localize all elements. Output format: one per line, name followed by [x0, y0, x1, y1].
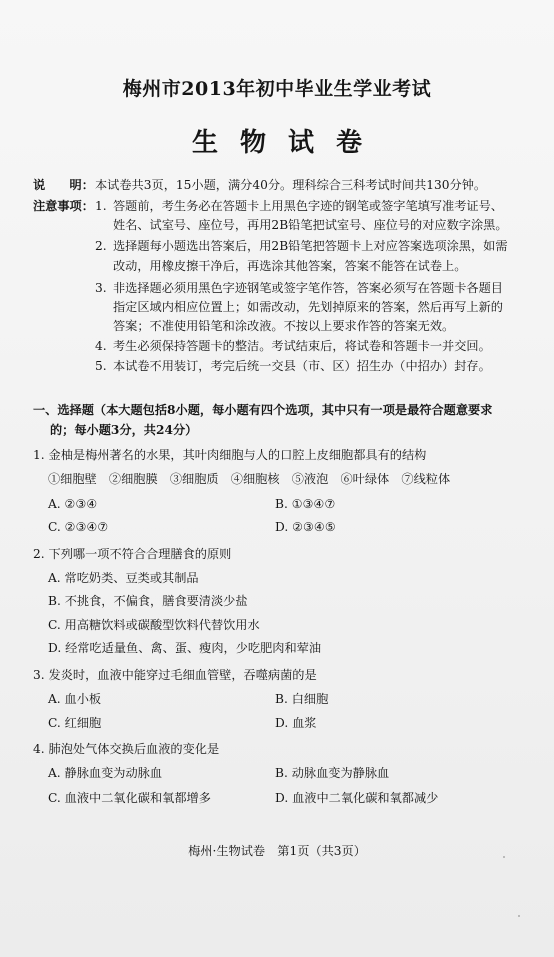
- note-number: 2.: [95, 239, 107, 253]
- question-stem: 2. 下列哪一项不符合合理膳食的原则: [33, 547, 232, 561]
- intro-text: 本试卷共3页，15小题，满分40分。理科综合三科考试时间共130分钟。: [95, 178, 487, 192]
- option-c: C. 血液中二氧化碳和氧都增多: [48, 791, 211, 805]
- section-heading: 一、选择题（本大题包括8小题，每小题有四个选项，其中只有一项是最符合题意要求: [33, 403, 493, 417]
- exam-title: 梅州市2013年初中毕业生学业考试: [122, 78, 432, 100]
- option-d: D. 血浆: [275, 716, 317, 730]
- option-b: B. 白细胞: [275, 692, 329, 706]
- option-b: B. ①③④⑦: [275, 497, 336, 511]
- option-a: A. 静脉血变为动脉血: [48, 766, 163, 780]
- option-a: A. 血小板: [48, 692, 102, 706]
- option-a: A. 常吃奶类、豆类或其制品: [48, 571, 199, 585]
- note-line: 考生必须保持答题卡的整洁。考试结束后，将试卷和答题卡一并交回。: [113, 339, 491, 353]
- subject-title: 生物试卷: [191, 128, 384, 158]
- note-number: 3.: [95, 281, 107, 295]
- note-line: 非选择题必须用黑色字迹钢笔或签字笔作答，答案必须写在答题卡各题目: [113, 281, 503, 295]
- page-footer: 梅州·生物试卷 第1页（共3页）: [188, 844, 366, 858]
- note-line: 本试卷不用装订，考完后统一交县（市、区）招生办（中招办）封存。: [113, 359, 491, 373]
- option-d: D. 血液中二氧化碳和氧都减少: [275, 791, 439, 805]
- option-d: D. ②③④⑤: [275, 520, 336, 534]
- note-line: 指定区域内相应位置上；如需改动，先划掉原来的答案，然后再写上新的: [113, 300, 503, 314]
- note-line: 改动，用橡皮擦干净后，再选涂其他答案，答案不能答在试卷上。: [113, 259, 467, 273]
- intro-label: 说 明：: [33, 178, 94, 192]
- note-line: 选择题每小题选出答案后，用2B铅笔把答题卡上对应答案选项涂黑，如需: [113, 239, 508, 253]
- question-stem: 4. 肺泡处气体交换后血液的变化是: [33, 742, 220, 756]
- option-c: C. ②③④⑦: [48, 520, 109, 534]
- note-number: 1.: [95, 199, 107, 213]
- scan-speck: [518, 915, 520, 917]
- section-heading-cont: 的；每小题3分，共24分）: [50, 423, 198, 437]
- option-b: B. 不挑食，不偏食，膳食要清淡少盐: [48, 594, 248, 608]
- scan-speck: [503, 856, 505, 858]
- option-b: B. 动脉血变为静脉血: [275, 766, 390, 780]
- option-a: A. ②③④: [48, 497, 98, 511]
- question-structures: ①细胞壁 ②细胞膜 ③细胞质 ④细胞核 ⑤液泡 ⑥叶绿体 ⑦线粒体: [48, 472, 451, 486]
- option-c: C. 红细胞: [48, 716, 102, 730]
- note-line: 答案；不准使用铅笔和涂改液。不按以上要求作答的答案无效。: [113, 319, 455, 333]
- option-d: D. 经常吃适量鱼、禽、蛋、瘦肉，少吃肥肉和荤油: [48, 641, 322, 655]
- notes-label: 注意事项：: [33, 199, 94, 213]
- note-line: 姓名、试室号、座位号，再用2B铅笔把试室号、座位号的对应数字涂黑。: [113, 218, 508, 232]
- option-c: C. 用高糖饮料或碳酸型饮料代替饮用水: [48, 618, 260, 632]
- question-stem: 3. 发炎时，血液中能穿过毛细血管壁，吞噬病菌的是: [33, 668, 317, 682]
- note-number: 5.: [95, 359, 107, 373]
- question-stem: 1. 金柚是梅州著名的水果，其叶肉细胞与人的口腔上皮细胞都具有的结构: [33, 448, 427, 462]
- note-number: 4.: [95, 339, 107, 353]
- note-line: 答题前，考生务必在答题卡上用黑色字迹的钢笔或签字笔填写准考证号、: [113, 199, 503, 213]
